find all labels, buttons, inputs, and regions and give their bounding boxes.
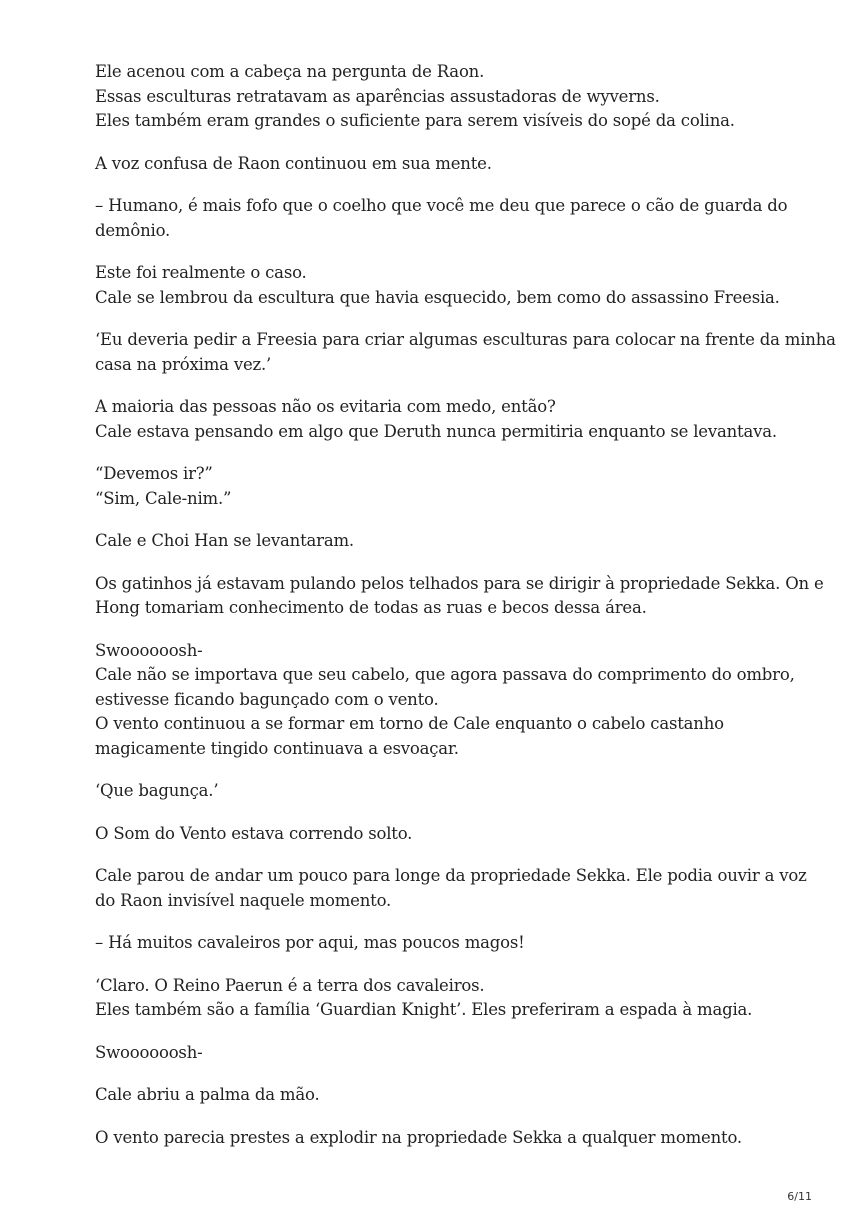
- text-line: Este foi realmente o caso.: [95, 263, 307, 282]
- text-line: ‘Claro. O Reino Paerun é a terra dos cavaleiros.: [95, 975, 485, 995]
- paragraph: [95, 931, 795, 956]
- document-body: [95, 60, 836, 1168]
- text-line: Os gatinhos já estavam pulando pelos telhados para se dirigir à propriedade Sekka. On e: [95, 573, 824, 593]
- text-line: A voz confusa de Raon continuou em sua mente.: [95, 153, 492, 173]
- text-line: Cale e Choi Han se levantaram.: [95, 531, 354, 550]
- paragraph: [95, 779, 795, 804]
- text-line: O vento continuou a se formar em torno de Cale enquanto o cabelo castanho: [95, 714, 724, 733]
- text-line: Cale não se importava que seu cabelo, que agora passava do comprimento do ombro,: [95, 665, 795, 684]
- text-line: Ele acenou com a cabeça na pergunta de Raon.: [95, 62, 485, 81]
- text-line: “Devemos ir?”: [95, 464, 213, 483]
- paragraph: [95, 1041, 795, 1066]
- paragraph: [95, 864, 807, 913]
- text-line: O vento parecia prestes a explodir na propriedade Sekka a qualquer momento.: [95, 1127, 742, 1147]
- paragraph: [95, 60, 795, 134]
- text-line: ‘Eu deveria pedir a Freesia para criar algumas esculturas para colocar na frente da minha: [95, 330, 836, 349]
- paragraph: [95, 1126, 795, 1151]
- text-line: Hong tomariam conhecimento de todas as ruas e becos dessa área.: [95, 598, 647, 617]
- paragraph: [95, 529, 795, 554]
- paragraph: [95, 261, 795, 310]
- paragraph: [95, 152, 795, 177]
- text-line: ‘Que bagunça.’: [95, 781, 219, 800]
- page-number: 6/11: [787, 1190, 812, 1203]
- text-line: Cale estava pensando em algo que Deruth nunca permitiria enquanto se levantava.: [95, 421, 777, 441]
- text-line: – Há muitos cavaleiros por aqui, mas poucos magos!: [95, 933, 525, 952]
- text-line: do Raon invisível naquele momento.: [95, 890, 392, 910]
- text-line: Swoooooosh-: [95, 640, 203, 660]
- text-line: O Som do Vento estava correndo solto.: [95, 823, 413, 843]
- paragraph: [95, 462, 795, 511]
- paragraph: [95, 1083, 795, 1108]
- text-line: Swoooooosh-: [95, 1042, 203, 1062]
- text-line: “Sim, Cale-nim.”: [95, 488, 232, 508]
- text-line: Cale se lembrou da escultura que havia esquecido, bem como do assassino Freesia.: [95, 287, 780, 307]
- paragraph: [95, 639, 795, 762]
- text-line: demônio.: [95, 220, 171, 240]
- text-line: estivesse ficando bagunçado com o vento.: [95, 689, 439, 709]
- paragraph: [95, 822, 795, 847]
- paragraph: [95, 395, 795, 444]
- paragraph: [95, 194, 795, 243]
- text-line: Cale parou de andar um pouco para longe da propriedade Sekka. Ele podia ouvir a voz: [95, 866, 807, 885]
- text-line: Cale abriu a palma da mão.: [95, 1085, 320, 1104]
- text-line: casa na próxima vez.’: [95, 354, 272, 374]
- text-line: magicamente tingido continuava a esvoaçar.: [95, 738, 459, 758]
- text-line: Eles também são a família ‘Guardian Knight’. Eles preferiram a espada à magia.: [95, 1000, 753, 1019]
- text-line: Essas esculturas retratavam as aparências assustadoras de wyverns.: [95, 86, 660, 106]
- text-line: A maioria das pessoas não os evitaria com medo, então?: [95, 397, 556, 416]
- text-line: – Humano, é mais fofo que o coelho que você me deu que parece o cão de guarda do: [95, 196, 788, 215]
- text-line: Eles também eram grandes o suficiente para serem visíveis do sopé da colina.: [95, 111, 735, 130]
- paragraph: [95, 974, 795, 1023]
- paragraph: [95, 328, 836, 377]
- paragraph: [95, 572, 824, 621]
